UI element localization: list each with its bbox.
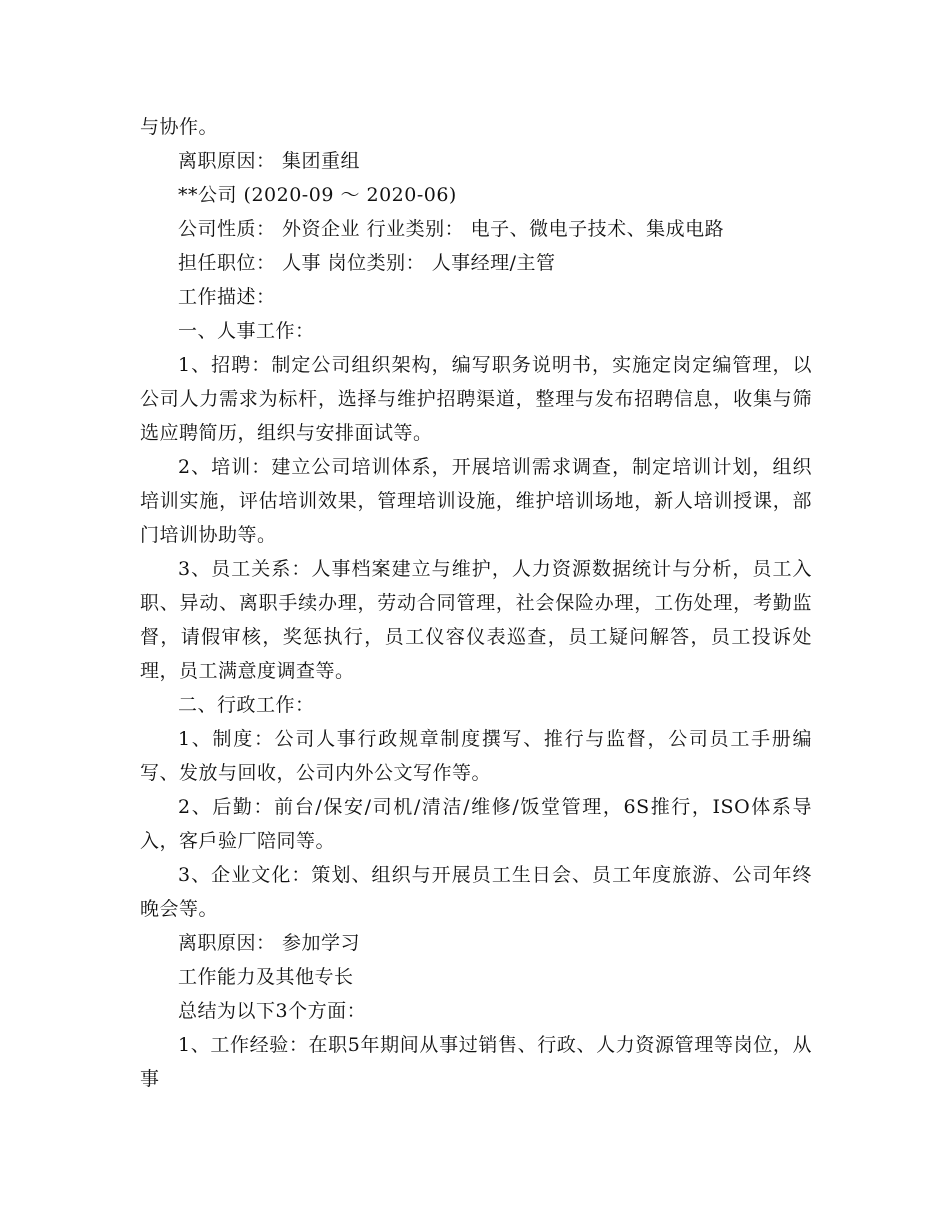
paragraph-leave-reason-2: 离职原因： 参加学习 bbox=[178, 932, 361, 954]
paragraph-admin-work-heading: 二、行政工作： bbox=[178, 694, 315, 716]
paragraph-work-description-heading: 工作描述： bbox=[178, 286, 276, 308]
paragraph-policies: 1、制度：公司人事行政规章制度撰写、推行与监督，公司员工手册编写、发放与回收，公司内外公文写作等。 bbox=[140, 728, 812, 784]
paragraph-continuation: 与协作。 bbox=[140, 116, 219, 138]
paragraph-employee-relations: 3、员工关系：人事档案建立与维护，人力资源数据统计与分析，员工入职、异动、离职手续办理，劳动合同管理，社会保险办理，工伤处理，考勤监督，请假审核，奖惩执行，员工仪容仪表巡查，员工疑问解答，员工投诉处理，员工满意度调查等。 bbox=[140, 558, 812, 682]
paragraph-company-period: **公司 (2020-09 ～ 2020-06) bbox=[178, 184, 457, 206]
document-body bbox=[140, 110, 812, 1096]
paragraph-position: 担任职位： 人事 岗位类别： 人事经理/主管 bbox=[178, 252, 556, 274]
paragraph-logistics: 2、后勤：前台/保安/司机/清洁/维修/饭堂管理，6S推行，ISO体系导入，客戶验厂陪同等。 bbox=[140, 796, 812, 852]
paragraph-training: 2、培训：建立公司培训体系，开展培训需求调查，制定培训计划，组织培训实施，评估培训效果，管理培训设施，维护培训场地，新人培训授课，部门培训协助等。 bbox=[140, 456, 812, 546]
paragraph-summary-intro: 总结为以下3个方面： bbox=[178, 1000, 367, 1022]
paragraph-skills-heading: 工作能力及其他专长 bbox=[178, 966, 354, 988]
paragraph-work-experience: 1、工作经验：在职5年期间从事过销售、行政、人力资源管理等岗位，从事 bbox=[140, 1034, 812, 1090]
paragraph-corporate-culture: 3、企业文化：策划、组织与开展员工生日会、员工年度旅游、公司年终晚会等。 bbox=[140, 864, 812, 920]
paragraph-leave-reason: 离职原因： 集团重组 bbox=[178, 150, 361, 172]
paragraph-recruitment: 1、招聘：制定公司组织架构，编写职务说明书，实施定岗定编管理，以公司人力需求为标杆，选择与维护招聘渠道，整理与发布招聘信息，收集与筛选应聘简历，组织与安排面试等。 bbox=[140, 354, 812, 444]
paragraph-company-nature: 公司性质： 外资企业 行业类别： 电子、微电子技术、集成电路 bbox=[178, 218, 725, 240]
paragraph-hr-work-heading: 一、人事工作： bbox=[178, 320, 315, 342]
